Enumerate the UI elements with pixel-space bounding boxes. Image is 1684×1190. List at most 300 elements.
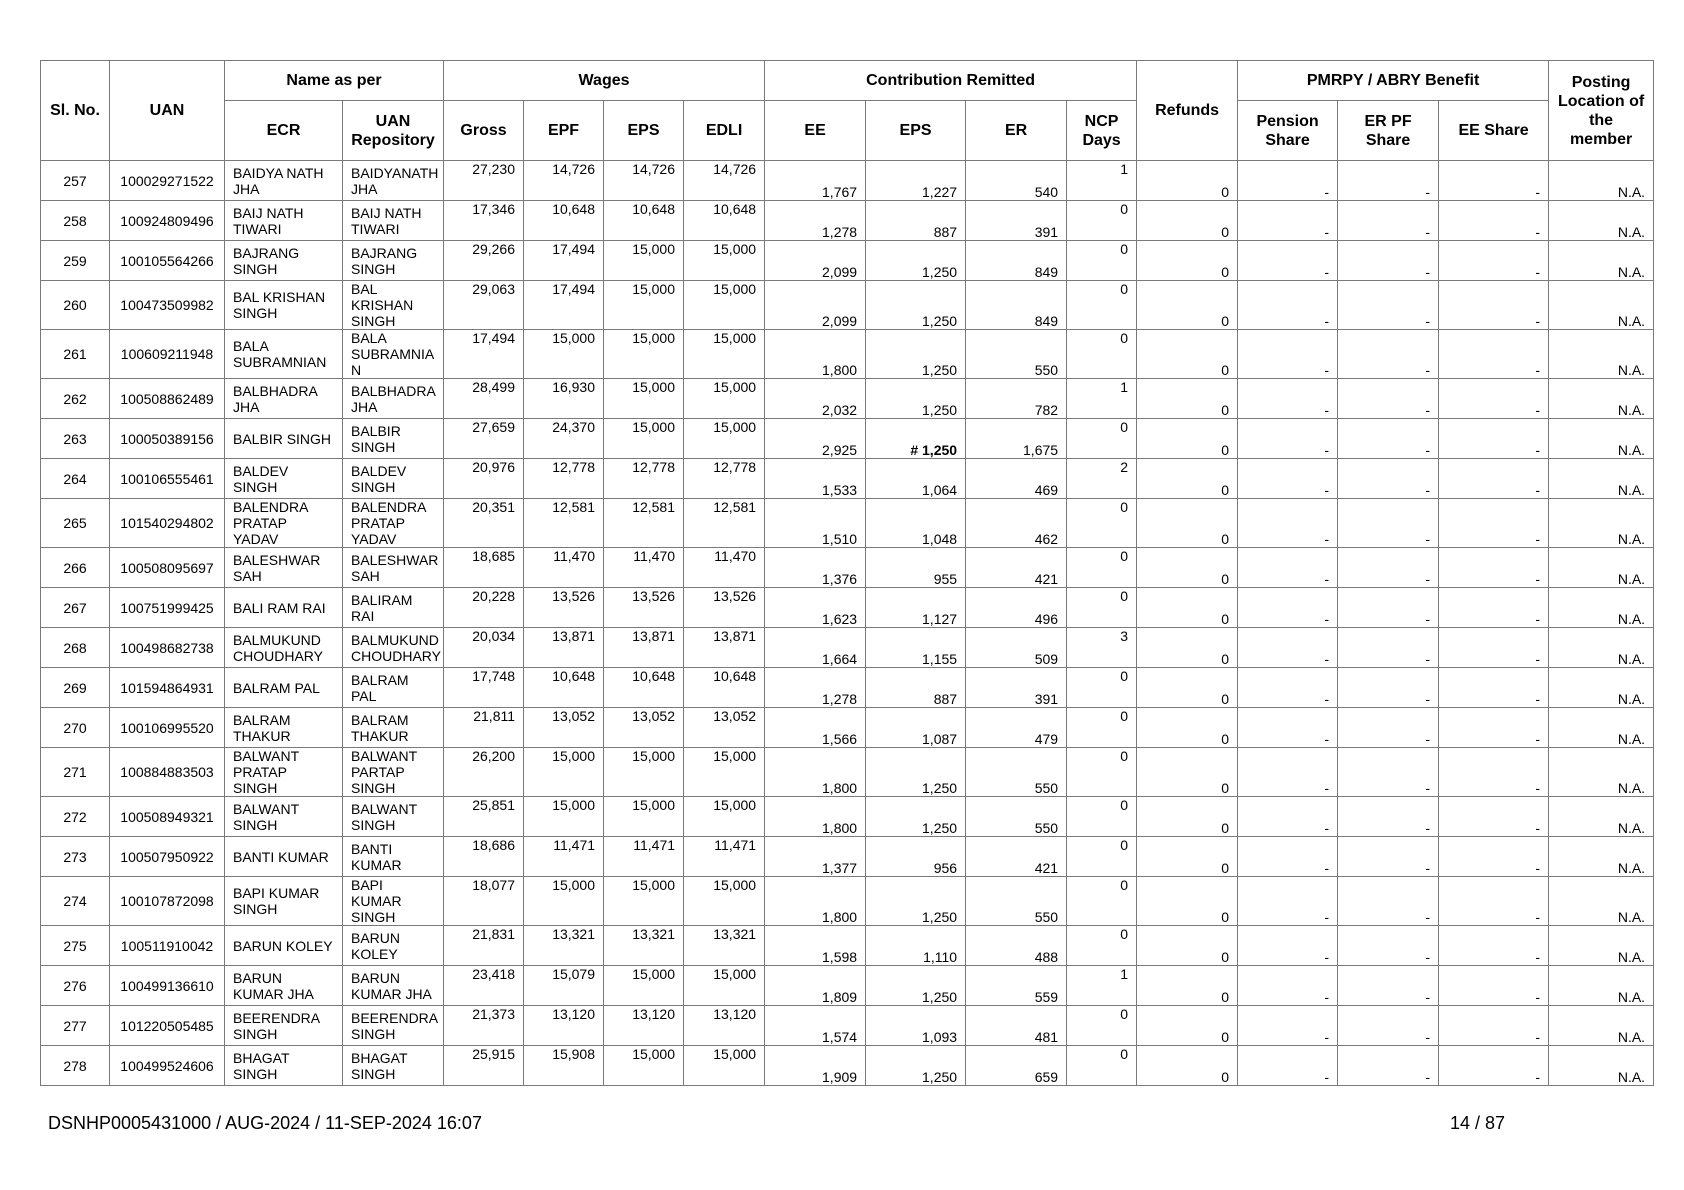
- table-row: [41, 966, 1654, 1006]
- cell-uan-repository-name: BEERENDRA SINGH: [343, 1006, 444, 1046]
- cell-ecr-name: BANTI KUMAR: [225, 837, 343, 877]
- cell-epf: 15,000: [524, 748, 604, 797]
- cell-er-pf-share: -: [1338, 837, 1439, 877]
- cell-er-pf-share: -: [1338, 548, 1439, 588]
- cell-uan-repository-name: BAIJ NATH TIWARI: [343, 201, 444, 241]
- cell-posting-location: N.A.: [1549, 708, 1654, 748]
- cell-eps: 11,471: [604, 837, 684, 877]
- cell-epf: 13,871: [524, 628, 604, 668]
- cell-contribution-eps: 956: [866, 837, 966, 877]
- cell-eps: 12,581: [604, 499, 684, 548]
- cell-eps: 11,470: [604, 548, 684, 588]
- cell-ncp-days: 1: [1067, 161, 1137, 201]
- cell-edli: 15,000: [684, 966, 765, 1006]
- cell-er: 462: [966, 499, 1067, 548]
- cell-eps: 15,000: [604, 330, 684, 379]
- cell-er-pf-share: -: [1338, 330, 1439, 379]
- cell-ee: 1,533: [765, 459, 866, 499]
- cell-refunds: 0: [1137, 837, 1238, 877]
- cell-ee: 2,099: [765, 241, 866, 281]
- cell-contribution-eps: 1,048: [866, 499, 966, 548]
- cell-epf: 12,581: [524, 499, 604, 548]
- cell-pension-share: -: [1238, 837, 1338, 877]
- cell-posting-location: N.A.: [1549, 926, 1654, 966]
- cell-er: 849: [966, 241, 1067, 281]
- cell-ee-share: -: [1439, 748, 1549, 797]
- cell-ncp-days: 0: [1067, 668, 1137, 708]
- cell-ee: 1,510: [765, 499, 866, 548]
- cell-edli: 13,321: [684, 926, 765, 966]
- cell-pension-share: -: [1238, 1046, 1338, 1086]
- cell-er: 1,675: [966, 419, 1067, 459]
- cell-pension-share: -: [1238, 668, 1338, 708]
- table-row: [41, 668, 1654, 708]
- cell-posting-location: N.A.: [1549, 1006, 1654, 1046]
- cell-pension-share: -: [1238, 1006, 1338, 1046]
- cell-ee-share: -: [1439, 548, 1549, 588]
- cell-sl-no: 257: [41, 161, 110, 201]
- cell-sl-no: 260: [41, 281, 110, 330]
- cell-er-pf-share: -: [1338, 966, 1439, 1006]
- cell-refunds: 0: [1137, 797, 1238, 837]
- cell-refunds: 0: [1137, 161, 1238, 201]
- header-contribution-eps: EPS: [866, 101, 966, 161]
- cell-epf: 15,079: [524, 966, 604, 1006]
- header-refunds: Refunds: [1137, 61, 1238, 161]
- cell-sl-no: 258: [41, 201, 110, 241]
- header-pmrpy-abry-benefit: PMRPY / ABRY Benefit: [1238, 61, 1549, 101]
- cell-epf: 15,000: [524, 877, 604, 926]
- cell-gross: 20,034: [444, 628, 524, 668]
- cell-er-pf-share: -: [1338, 379, 1439, 419]
- cell-epf: 11,471: [524, 837, 604, 877]
- cell-gross: 29,063: [444, 281, 524, 330]
- cell-pension-share: -: [1238, 499, 1338, 548]
- cell-er: 391: [966, 668, 1067, 708]
- cell-uan: 100050389156: [110, 419, 225, 459]
- cell-uan: 100508949321: [110, 797, 225, 837]
- cell-ee: 1,598: [765, 926, 866, 966]
- cell-refunds: 0: [1137, 419, 1238, 459]
- cell-uan-repository-name: BALBHADRA JHA: [343, 379, 444, 419]
- cell-er-pf-share: -: [1338, 628, 1439, 668]
- cell-pension-share: -: [1238, 459, 1338, 499]
- cell-posting-location: N.A.: [1549, 628, 1654, 668]
- cell-uan: 100499136610: [110, 966, 225, 1006]
- cell-epf: 15,000: [524, 330, 604, 379]
- cell-er: 391: [966, 201, 1067, 241]
- contribution-table: [40, 60, 1654, 1086]
- cell-er: 550: [966, 748, 1067, 797]
- table-row: [41, 926, 1654, 966]
- cell-gross: 17,748: [444, 668, 524, 708]
- cell-epf: 16,930: [524, 379, 604, 419]
- cell-eps: 13,871: [604, 628, 684, 668]
- cell-uan-repository-name: BHAGAT SINGH: [343, 1046, 444, 1086]
- cell-uan-repository-name: BAPI KUMAR SINGH: [343, 877, 444, 926]
- cell-gross: 18,685: [444, 548, 524, 588]
- cell-ee-share: -: [1439, 459, 1549, 499]
- cell-sl-no: 264: [41, 459, 110, 499]
- cell-uan: 100507950922: [110, 837, 225, 877]
- cell-contribution-eps: 955: [866, 548, 966, 588]
- cell-ncp-days: 0: [1067, 748, 1137, 797]
- cell-er: 782: [966, 379, 1067, 419]
- cell-sl-no: 273: [41, 837, 110, 877]
- cell-ncp-days: 0: [1067, 548, 1137, 588]
- cell-ee-share: -: [1439, 201, 1549, 241]
- cell-epf: 12,778: [524, 459, 604, 499]
- cell-contribution-eps: 1,250: [866, 797, 966, 837]
- cell-edli: 15,000: [684, 330, 765, 379]
- cell-ecr-name: BAPI KUMAR SINGH: [225, 877, 343, 926]
- cell-pension-share: -: [1238, 877, 1338, 926]
- cell-er: 481: [966, 1006, 1067, 1046]
- cell-contribution-eps: 1,250: [866, 966, 966, 1006]
- cell-ee: 1,623: [765, 588, 866, 628]
- cell-sl-no: 277: [41, 1006, 110, 1046]
- cell-ecr-name: BALBIR SINGH: [225, 419, 343, 459]
- cell-uan: 100508095697: [110, 548, 225, 588]
- cell-ncp-days: 0: [1067, 1046, 1137, 1086]
- cell-ncp-days: 1: [1067, 966, 1137, 1006]
- header-posting-location: Posting Location of the member: [1549, 61, 1654, 161]
- cell-gross: 29,266: [444, 241, 524, 281]
- cell-refunds: 0: [1137, 330, 1238, 379]
- cell-uan: 101220505485: [110, 1006, 225, 1046]
- header-edli: EDLI: [684, 101, 765, 161]
- cell-ecr-name: BALESHWAR SAH: [225, 548, 343, 588]
- table-row: [41, 548, 1654, 588]
- cell-refunds: 0: [1137, 966, 1238, 1006]
- header-uan: UAN: [110, 61, 225, 161]
- cell-contribution-eps: 1,250: [866, 330, 966, 379]
- cell-edli: 10,648: [684, 201, 765, 241]
- cell-ncp-days: 0: [1067, 926, 1137, 966]
- table-row: [41, 379, 1654, 419]
- cell-ee-share: -: [1439, 628, 1549, 668]
- cell-refunds: 0: [1137, 379, 1238, 419]
- table-row: [41, 241, 1654, 281]
- cell-contribution-eps: 1,064: [866, 459, 966, 499]
- table-row: [41, 797, 1654, 837]
- cell-uan: 100473509982: [110, 281, 225, 330]
- cell-pension-share: -: [1238, 748, 1338, 797]
- cell-sl-no: 270: [41, 708, 110, 748]
- cell-uan-repository-name: BALWANT PARTAP SINGH: [343, 748, 444, 797]
- cell-pension-share: -: [1238, 241, 1338, 281]
- cell-epf: 17,494: [524, 281, 604, 330]
- cell-ee-share: -: [1439, 281, 1549, 330]
- cell-sl-no: 268: [41, 628, 110, 668]
- cell-sl-no: 275: [41, 926, 110, 966]
- cell-posting-location: N.A.: [1549, 241, 1654, 281]
- cell-refunds: 0: [1137, 1006, 1238, 1046]
- cell-uan: 101594864931: [110, 668, 225, 708]
- cell-ncp-days: 0: [1067, 241, 1137, 281]
- cell-er: 559: [966, 966, 1067, 1006]
- cell-contribution-eps: 1,250: [866, 241, 966, 281]
- cell-er-pf-share: -: [1338, 161, 1439, 201]
- cell-ecr-name: BALBHADRA JHA: [225, 379, 343, 419]
- cell-er-pf-share: -: [1338, 708, 1439, 748]
- cell-uan-repository-name: BALWANT SINGH: [343, 797, 444, 837]
- cell-ee-share: -: [1439, 797, 1549, 837]
- cell-sl-no: 274: [41, 877, 110, 926]
- cell-pension-share: -: [1238, 161, 1338, 201]
- cell-uan-repository-name: BALRAM PAL: [343, 668, 444, 708]
- cell-contribution-eps: 1,250: [866, 748, 966, 797]
- table-row: [41, 459, 1654, 499]
- cell-ncp-days: 1: [1067, 379, 1137, 419]
- cell-eps: 13,052: [604, 708, 684, 748]
- cell-contribution-eps: 1,227: [866, 161, 966, 201]
- cell-epf: 10,648: [524, 201, 604, 241]
- cell-ee: 1,800: [765, 748, 866, 797]
- cell-eps: 15,000: [604, 379, 684, 419]
- cell-edli: 13,526: [684, 588, 765, 628]
- cell-ee: 1,664: [765, 628, 866, 668]
- cell-sl-no: 278: [41, 1046, 110, 1086]
- cell-ncp-days: 2: [1067, 459, 1137, 499]
- cell-refunds: 0: [1137, 1046, 1238, 1086]
- cell-epf: 13,526: [524, 588, 604, 628]
- cell-uan-repository-name: BALDEV SINGH: [343, 459, 444, 499]
- table-row: [41, 499, 1654, 548]
- cell-ee-share: -: [1439, 419, 1549, 459]
- cell-ee-share: -: [1439, 926, 1549, 966]
- cell-posting-location: N.A.: [1549, 1046, 1654, 1086]
- cell-uan: 100511910042: [110, 926, 225, 966]
- cell-posting-location: N.A.: [1549, 330, 1654, 379]
- cell-ee-share: -: [1439, 379, 1549, 419]
- cell-uan: 100498682738: [110, 628, 225, 668]
- cell-ncp-days: 0: [1067, 201, 1137, 241]
- cell-refunds: 0: [1137, 459, 1238, 499]
- cell-er: 421: [966, 837, 1067, 877]
- cell-ee: 2,099: [765, 281, 866, 330]
- cell-edli: 12,778: [684, 459, 765, 499]
- cell-refunds: 0: [1137, 748, 1238, 797]
- cell-sl-no: 261: [41, 330, 110, 379]
- cell-pension-share: -: [1238, 379, 1338, 419]
- cell-er-pf-share: -: [1338, 281, 1439, 330]
- cell-gross: 27,230: [444, 161, 524, 201]
- cell-ee: 1,800: [765, 330, 866, 379]
- header-sl-no: Sl. No.: [41, 61, 110, 161]
- table-row: [41, 1046, 1654, 1086]
- cell-posting-location: N.A.: [1549, 837, 1654, 877]
- cell-posting-location: N.A.: [1549, 797, 1654, 837]
- cell-eps: 12,778: [604, 459, 684, 499]
- cell-ee-share: -: [1439, 966, 1549, 1006]
- cell-uan-repository-name: BARUN KOLEY: [343, 926, 444, 966]
- cell-ee: 2,925: [765, 419, 866, 459]
- cell-sl-no: 266: [41, 548, 110, 588]
- cell-sl-no: 267: [41, 588, 110, 628]
- cell-refunds: 0: [1137, 877, 1238, 926]
- cell-ecr-name: BAIDYA NATH JHA: [225, 161, 343, 201]
- cell-sl-no: 259: [41, 241, 110, 281]
- cell-sl-no: 271: [41, 748, 110, 797]
- cell-er-pf-share: -: [1338, 797, 1439, 837]
- cell-ncp-days: 0: [1067, 588, 1137, 628]
- cell-ncp-days: 0: [1067, 877, 1137, 926]
- cell-edli: 15,000: [684, 877, 765, 926]
- cell-gross: 21,831: [444, 926, 524, 966]
- cell-edli: 13,052: [684, 708, 765, 748]
- cell-eps: 15,000: [604, 877, 684, 926]
- cell-ecr-name: BHAGAT SINGH: [225, 1046, 343, 1086]
- cell-gross: 21,373: [444, 1006, 524, 1046]
- cell-eps: 15,000: [604, 797, 684, 837]
- cell-uan-repository-name: BALRAM THAKUR: [343, 708, 444, 748]
- header-ncp-days: NCP Days: [1067, 101, 1137, 161]
- cell-posting-location: N.A.: [1549, 459, 1654, 499]
- cell-contribution-eps: 887: [866, 201, 966, 241]
- cell-ecr-name: BALMUKUND CHOUDHARY: [225, 628, 343, 668]
- table-row: [41, 628, 1654, 668]
- cell-ee-share: -: [1439, 668, 1549, 708]
- cell-ee-share: -: [1439, 1006, 1549, 1046]
- cell-er-pf-share: -: [1338, 877, 1439, 926]
- cell-sl-no: 272: [41, 797, 110, 837]
- cell-uan-repository-name: BALENDRA PRATAP YADAV: [343, 499, 444, 548]
- cell-uan-repository-name: BALBIR SINGH: [343, 419, 444, 459]
- cell-er-pf-share: -: [1338, 1046, 1439, 1086]
- cell-ecr-name: BALRAM PAL: [225, 668, 343, 708]
- cell-ncp-days: 0: [1067, 330, 1137, 379]
- cell-er: 496: [966, 588, 1067, 628]
- cell-ee: 1,377: [765, 837, 866, 877]
- cell-ee: 1,809: [765, 966, 866, 1006]
- cell-contribution-eps: # 1,250: [866, 419, 966, 459]
- cell-ee-share: -: [1439, 837, 1549, 877]
- header-eps: EPS: [604, 101, 684, 161]
- cell-ee: 1,566: [765, 708, 866, 748]
- cell-uan: 100508862489: [110, 379, 225, 419]
- cell-pension-share: -: [1238, 330, 1338, 379]
- cell-ee-share: -: [1439, 161, 1549, 201]
- cell-er-pf-share: -: [1338, 499, 1439, 548]
- cell-ncp-days: 0: [1067, 281, 1137, 330]
- cell-refunds: 0: [1137, 628, 1238, 668]
- cell-uan-repository-name: BANTI KUMAR: [343, 837, 444, 877]
- cell-uan-repository-name: BALA SUBRAMNIA N: [343, 330, 444, 379]
- cell-edli: 15,000: [684, 379, 765, 419]
- cell-posting-location: N.A.: [1549, 161, 1654, 201]
- cell-er: 479: [966, 708, 1067, 748]
- cell-ncp-days: 0: [1067, 837, 1137, 877]
- cell-ecr-name: BALDEV SINGH: [225, 459, 343, 499]
- cell-ncp-days: 0: [1067, 1006, 1137, 1046]
- cell-refunds: 0: [1137, 708, 1238, 748]
- cell-uan: 100106995520: [110, 708, 225, 748]
- header-ecr: ECR: [225, 101, 343, 161]
- cell-gross: 21,811: [444, 708, 524, 748]
- cell-ee-share: -: [1439, 330, 1549, 379]
- table-row: [41, 837, 1654, 877]
- cell-gross: 18,077: [444, 877, 524, 926]
- table-row: [41, 748, 1654, 797]
- cell-edli: 15,000: [684, 241, 765, 281]
- cell-sl-no: 265: [41, 499, 110, 548]
- cell-uan: 100105564266: [110, 241, 225, 281]
- cell-pension-share: -: [1238, 797, 1338, 837]
- cell-uan: 100751999425: [110, 588, 225, 628]
- cell-uan: 100106555461: [110, 459, 225, 499]
- cell-er: 550: [966, 330, 1067, 379]
- cell-ecr-name: BALENDRA PRATAP YADAV: [225, 499, 343, 548]
- cell-edli: 15,000: [684, 1046, 765, 1086]
- cell-edli: 15,000: [684, 281, 765, 330]
- cell-ee: 1,278: [765, 668, 866, 708]
- cell-ecr-name: BAJRANG SINGH: [225, 241, 343, 281]
- table-row: [41, 588, 1654, 628]
- cell-ee-share: -: [1439, 708, 1549, 748]
- header-er: ER: [966, 101, 1067, 161]
- cell-uan-repository-name: BAL KRISHAN SINGH: [343, 281, 444, 330]
- cell-gross: 28,499: [444, 379, 524, 419]
- cell-uan: 100107872098: [110, 877, 225, 926]
- cell-contribution-eps: 1,127: [866, 588, 966, 628]
- cell-uan-repository-name: BALESHWAR SAH: [343, 548, 444, 588]
- cell-ncp-days: 0: [1067, 419, 1137, 459]
- table-body: [41, 161, 1654, 1086]
- cell-uan: 100609211948: [110, 330, 225, 379]
- cell-ee-share: -: [1439, 499, 1549, 548]
- cell-gross: 18,686: [444, 837, 524, 877]
- table-row: [41, 877, 1654, 926]
- cell-pension-share: -: [1238, 588, 1338, 628]
- header-ee-share: EE Share: [1439, 101, 1549, 161]
- cell-eps: 15,000: [604, 1046, 684, 1086]
- table-row: [41, 281, 1654, 330]
- cell-er-pf-share: -: [1338, 201, 1439, 241]
- cell-ecr-name: BALWANT SINGH: [225, 797, 343, 837]
- cell-uan: 101540294802: [110, 499, 225, 548]
- cell-contribution-eps: 1,250: [866, 877, 966, 926]
- cell-contribution-eps: 1,250: [866, 281, 966, 330]
- cell-posting-location: N.A.: [1549, 588, 1654, 628]
- cell-ee-share: -: [1439, 1046, 1549, 1086]
- cell-gross: 26,200: [444, 748, 524, 797]
- table-row: [41, 708, 1654, 748]
- cell-eps: 14,726: [604, 161, 684, 201]
- cell-pension-share: -: [1238, 419, 1338, 459]
- cell-eps: 15,000: [604, 748, 684, 797]
- cell-refunds: 0: [1137, 281, 1238, 330]
- cell-sl-no: 262: [41, 379, 110, 419]
- cell-refunds: 0: [1137, 499, 1238, 548]
- cell-er: 421: [966, 548, 1067, 588]
- cell-er: 550: [966, 797, 1067, 837]
- header-name-as-per: Name as per: [225, 61, 444, 101]
- cell-uan-repository-name: BAJRANG SINGH: [343, 241, 444, 281]
- cell-posting-location: N.A.: [1549, 419, 1654, 459]
- cell-er: 488: [966, 926, 1067, 966]
- cell-pension-share: -: [1238, 966, 1338, 1006]
- cell-gross: 23,418: [444, 966, 524, 1006]
- cell-ecr-name: BALWANT PRATAP SINGH: [225, 748, 343, 797]
- cell-ee: 2,032: [765, 379, 866, 419]
- cell-refunds: 0: [1137, 548, 1238, 588]
- cell-ee: 1,376: [765, 548, 866, 588]
- cell-ee: 1,800: [765, 877, 866, 926]
- cell-ncp-days: 3: [1067, 628, 1137, 668]
- cell-pension-share: -: [1238, 708, 1338, 748]
- cell-posting-location: N.A.: [1549, 748, 1654, 797]
